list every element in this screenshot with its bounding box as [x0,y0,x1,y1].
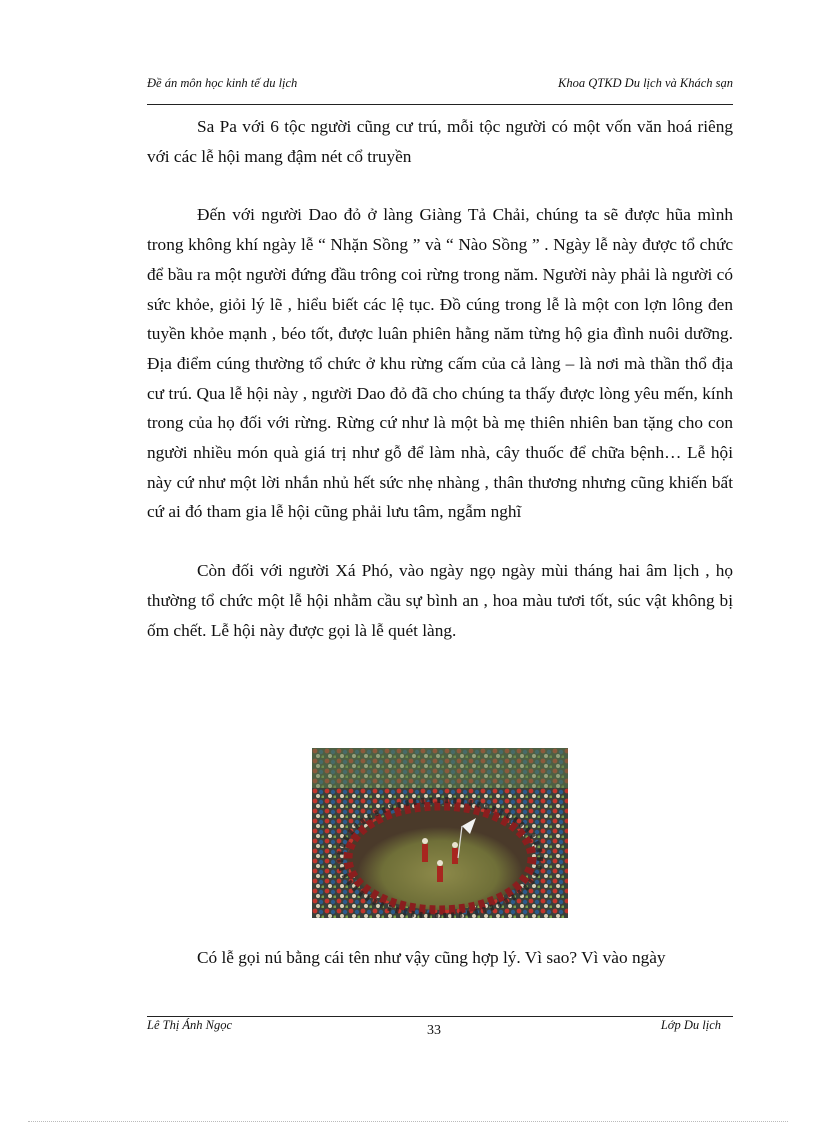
page-bottom-edge [28,1121,788,1122]
page-footer [147,1018,733,1042]
header-course-title: Đề án môn học kinh tế du lịch [147,76,298,90]
festival-photo-illustration [312,748,568,918]
footer-class: Lớp Du lịch [660,1018,721,1032]
page-number: 33 [427,1023,441,1038]
paragraph-continuation: Có lễ gọi nú bằng cái tên như vậy cũng hợp lý. Vì sao? Vì vào ngày [197,948,666,967]
paragraph-intro: Sa Pa với 6 tộc người cũng cư trú, mỗi tộc người có một vốn văn hoá riêng với các lễ hội mang đậm nét cổ truyền [147,117,733,166]
header-divider [147,104,733,105]
paragraph-xa-pho: Còn đối với người Xá Phó, vào ngày ngọ ngày mùi tháng hai âm lịch , họ thường tổ chức một lễ hội nhằm cầu sự bình an , hoa màu tươi tốt, súc vật không bị ốm chết. Lễ hội này được gọi là lễ quét làng. [147,561,733,640]
header-faculty: Khoa QTKD Du lịch và Khách sạn [558,76,733,90]
page-header [147,76,733,91]
festival-photo [312,748,568,918]
footer-author: Lê Thị Ánh Ngọc [147,1018,233,1032]
body-text [147,112,733,645]
footer-divider [147,1016,733,1017]
paragraph-dao-do: Đến với người Dao đỏ ở làng Giàng Tả Chải, chúng ta sẽ được hũa mình trong không khí ngày lễ “ Nhặn Sồng ” và “ Nào Sồng ” . Ngày lễ này được tổ chức để bầu ra một người đứng đầu trông coi rừng trong năm. Người này phải là người có sức khỏe, giỏi lý lẽ , hiểu biết các lệ tục. Đồ cúng trong lễ là một con lợn lông đen tuyền khỏe mạnh , béo tốt, được luân phiên hằng năm từng hộ gia đình nuôi dưỡng. Địa điểm cúng thường tổ chức ở khu rừng cấm của cả làng – là nơi mà thần thổ địa cư trú. Qua lễ hội này , người Dao đỏ đã cho chúng ta thấy được lòng yêu mến, kính trong của họ đối với rừng. Rừng cứ như là một bà mẹ thiên nhiên ban tặng cho con người nhiều món quà giá trị như gỗ để làm nhà, cây thuốc để chữa bệnh… Lễ hội này cứ như một lời nhắn nhủ hết sức nhẹ nhàng , thân thương nhưng cũng khiến bất cứ ai đó tham gia lễ hội cũng phải lưu tâm, ngẫm nghĩ [147,205,733,522]
